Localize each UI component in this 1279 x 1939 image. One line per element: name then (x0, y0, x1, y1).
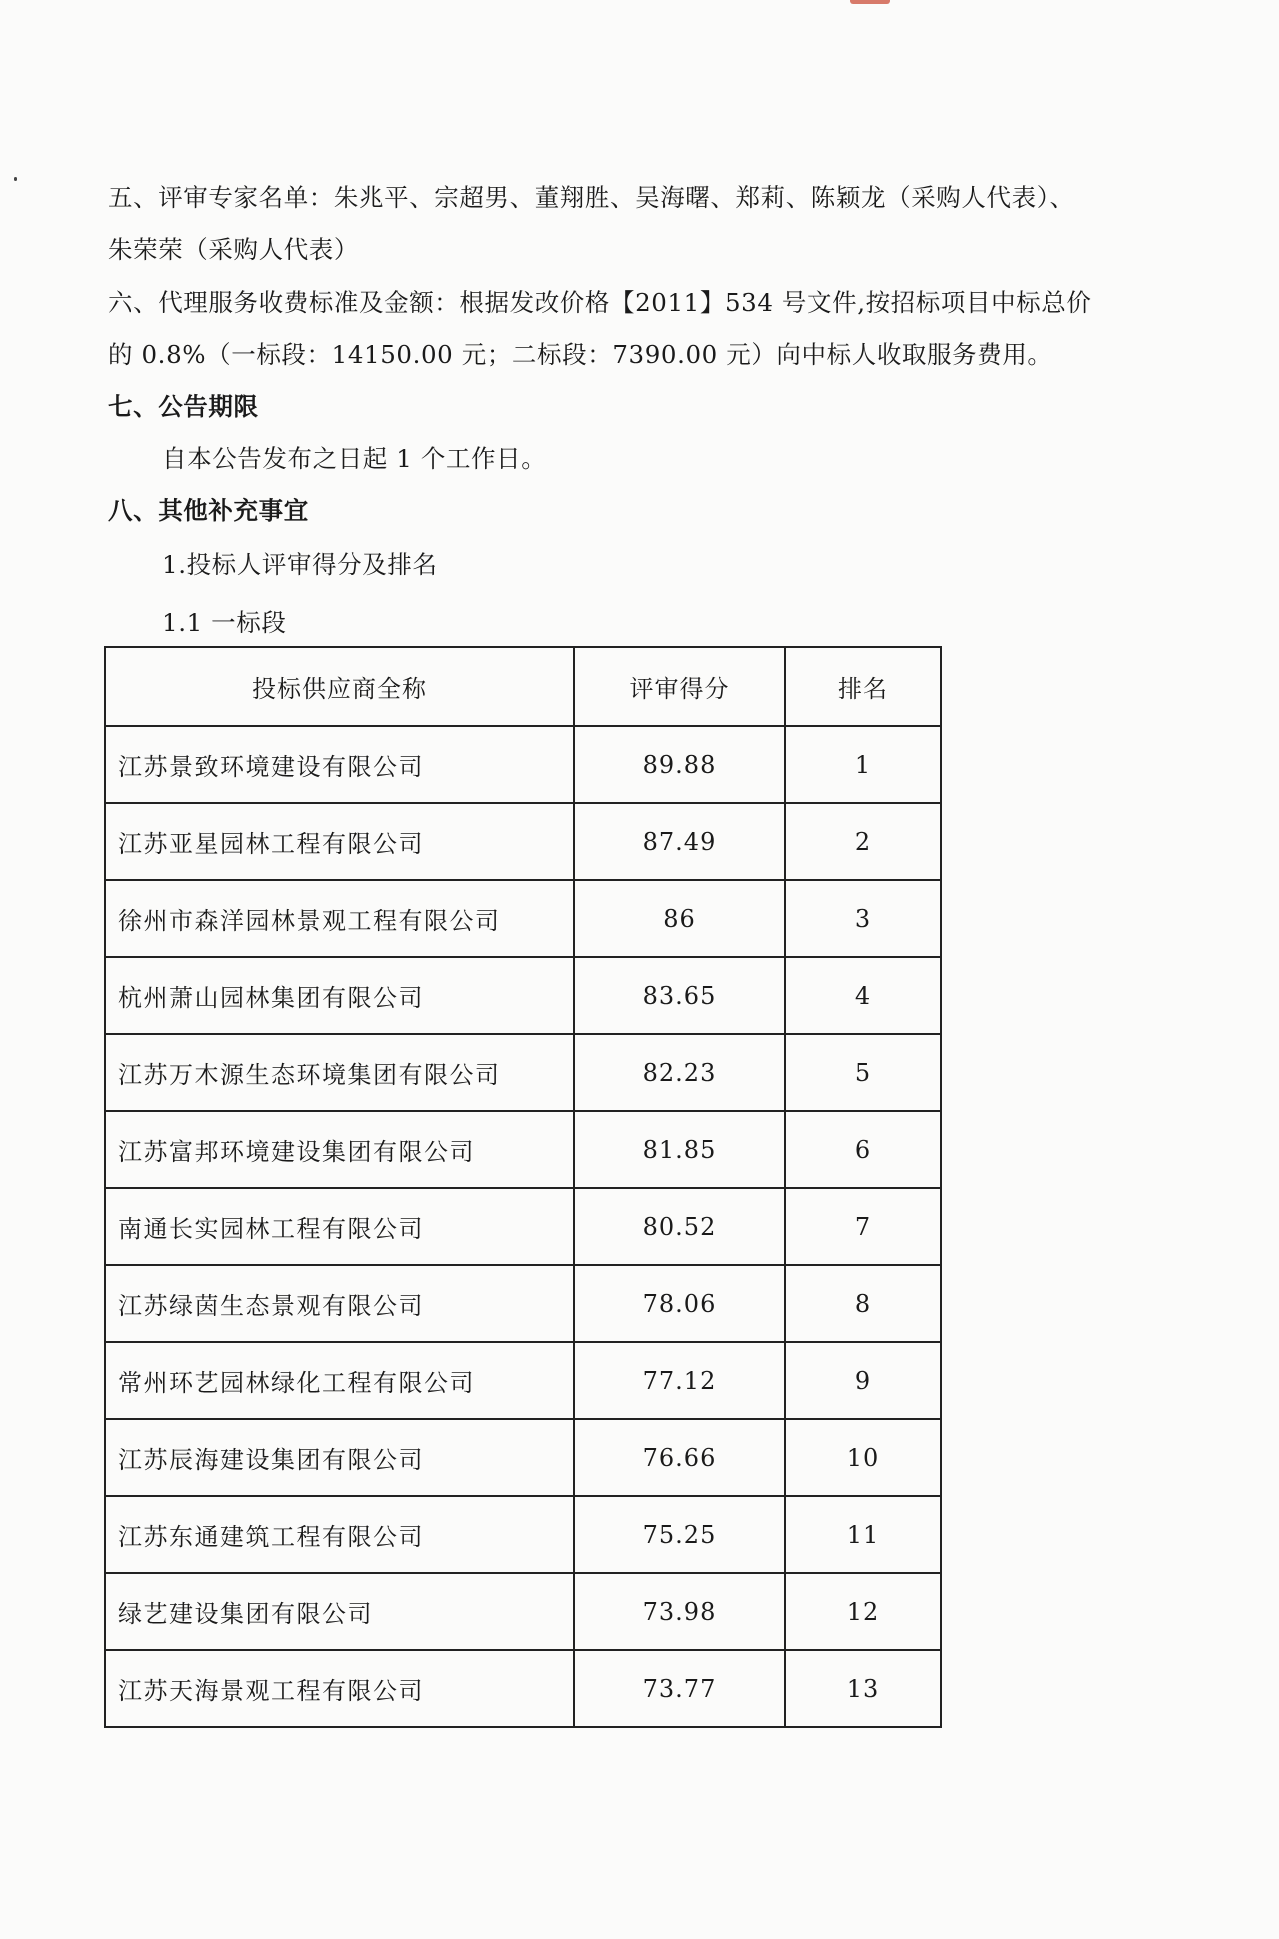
supplier-name: 江苏万木源生态环境集团有限公司 (105, 1034, 574, 1111)
scan-speck (14, 177, 17, 181)
score-ranking-table (104, 646, 942, 1728)
rank-value: 1 (785, 726, 941, 803)
supplier-name: 常州环艺园林绿化工程有限公司 (105, 1342, 574, 1419)
table-row (105, 1034, 941, 1111)
rank-value: 2 (785, 803, 941, 880)
table-row (105, 1342, 941, 1419)
table-row (105, 1188, 941, 1265)
score-value: 75.25 (574, 1496, 785, 1573)
rank-value: 7 (785, 1188, 941, 1265)
supplier-name: 南通长实园林工程有限公司 (105, 1188, 574, 1265)
table-row (105, 957, 941, 1034)
section-5-line-2: 朱荣荣（采购人代表） (108, 235, 359, 264)
table-row (105, 1111, 941, 1188)
score-value: 76.66 (574, 1419, 785, 1496)
supplier-name: 江苏东通建筑工程有限公司 (105, 1496, 574, 1573)
rank-value: 4 (785, 957, 941, 1034)
supplier-name: 江苏绿茵生态景观有限公司 (105, 1265, 574, 1342)
score-value: 89.88 (574, 726, 785, 803)
section-8-subheading-1-1: 1.1 一标段 (162, 608, 287, 637)
supplier-name: 江苏亚星园林工程有限公司 (105, 803, 574, 880)
table-row (105, 1419, 941, 1496)
supplier-name: 绿艺建设集团有限公司 (105, 1573, 574, 1650)
supplier-name: 江苏富邦环境建设集团有限公司 (105, 1111, 574, 1188)
rank-value: 3 (785, 880, 941, 957)
score-value: 73.77 (574, 1650, 785, 1727)
score-value: 78.06 (574, 1265, 785, 1342)
table-row (105, 880, 941, 957)
score-value: 77.12 (574, 1342, 785, 1419)
rank-value: 12 (785, 1573, 941, 1650)
table-row (105, 1265, 941, 1342)
rank-value: 9 (785, 1342, 941, 1419)
table-header-row (105, 647, 941, 726)
table-row (105, 726, 941, 803)
supplier-name: 杭州萧山园林集团有限公司 (105, 957, 574, 1034)
header-supplier-name: 投标供应商全称 (105, 647, 574, 726)
rank-value: 5 (785, 1034, 941, 1111)
supplier-name: 江苏辰海建设集团有限公司 (105, 1419, 574, 1496)
section-5-line-1: 五、评审专家名单：朱兆平、宗超男、董翔胜、吴海曙、郑莉、陈颖龙（采购人代表）、 (108, 183, 1075, 212)
score-value: 81.85 (574, 1111, 785, 1188)
corner-mark (850, 0, 890, 4)
rank-value: 8 (785, 1265, 941, 1342)
score-value: 87.49 (574, 803, 785, 880)
score-value: 80.52 (574, 1188, 785, 1265)
rank-value: 11 (785, 1496, 941, 1573)
rank-value: 10 (785, 1419, 941, 1496)
table-row (105, 1496, 941, 1573)
section-6-line-1: 六、代理服务收费标准及金额：根据发改价格【2011】534 号文件,按招标项目中标总价 (108, 288, 1092, 317)
section-7-body: 自本公告发布之日起 1 个工作日。 (162, 444, 547, 473)
section-7-heading: 七、公告期限 (108, 392, 259, 421)
score-value: 83.65 (574, 957, 785, 1034)
rank-value: 6 (785, 1111, 941, 1188)
score-value: 86 (574, 880, 785, 957)
rank-value: 13 (785, 1650, 941, 1727)
supplier-name: 江苏景致环境建设有限公司 (105, 726, 574, 803)
score-value: 82.23 (574, 1034, 785, 1111)
header-rank: 排名 (785, 647, 941, 726)
table-row (105, 1573, 941, 1650)
table-row (105, 1650, 941, 1727)
supplier-name: 江苏天海景观工程有限公司 (105, 1650, 574, 1727)
score-value: 73.98 (574, 1573, 785, 1650)
section-8-subheading-1: 1.投标人评审得分及排名 (162, 550, 438, 579)
supplier-name: 徐州市森洋园林景观工程有限公司 (105, 880, 574, 957)
table-row (105, 803, 941, 880)
section-8-heading: 八、其他补充事宜 (108, 496, 309, 525)
section-6-line-2: 的 0.8%（一标段：14150.00 元；二标段：7390.00 元）向中标人收取服务费用。 (108, 340, 1053, 369)
header-score: 评审得分 (574, 647, 785, 726)
score-table-container (104, 646, 940, 1728)
